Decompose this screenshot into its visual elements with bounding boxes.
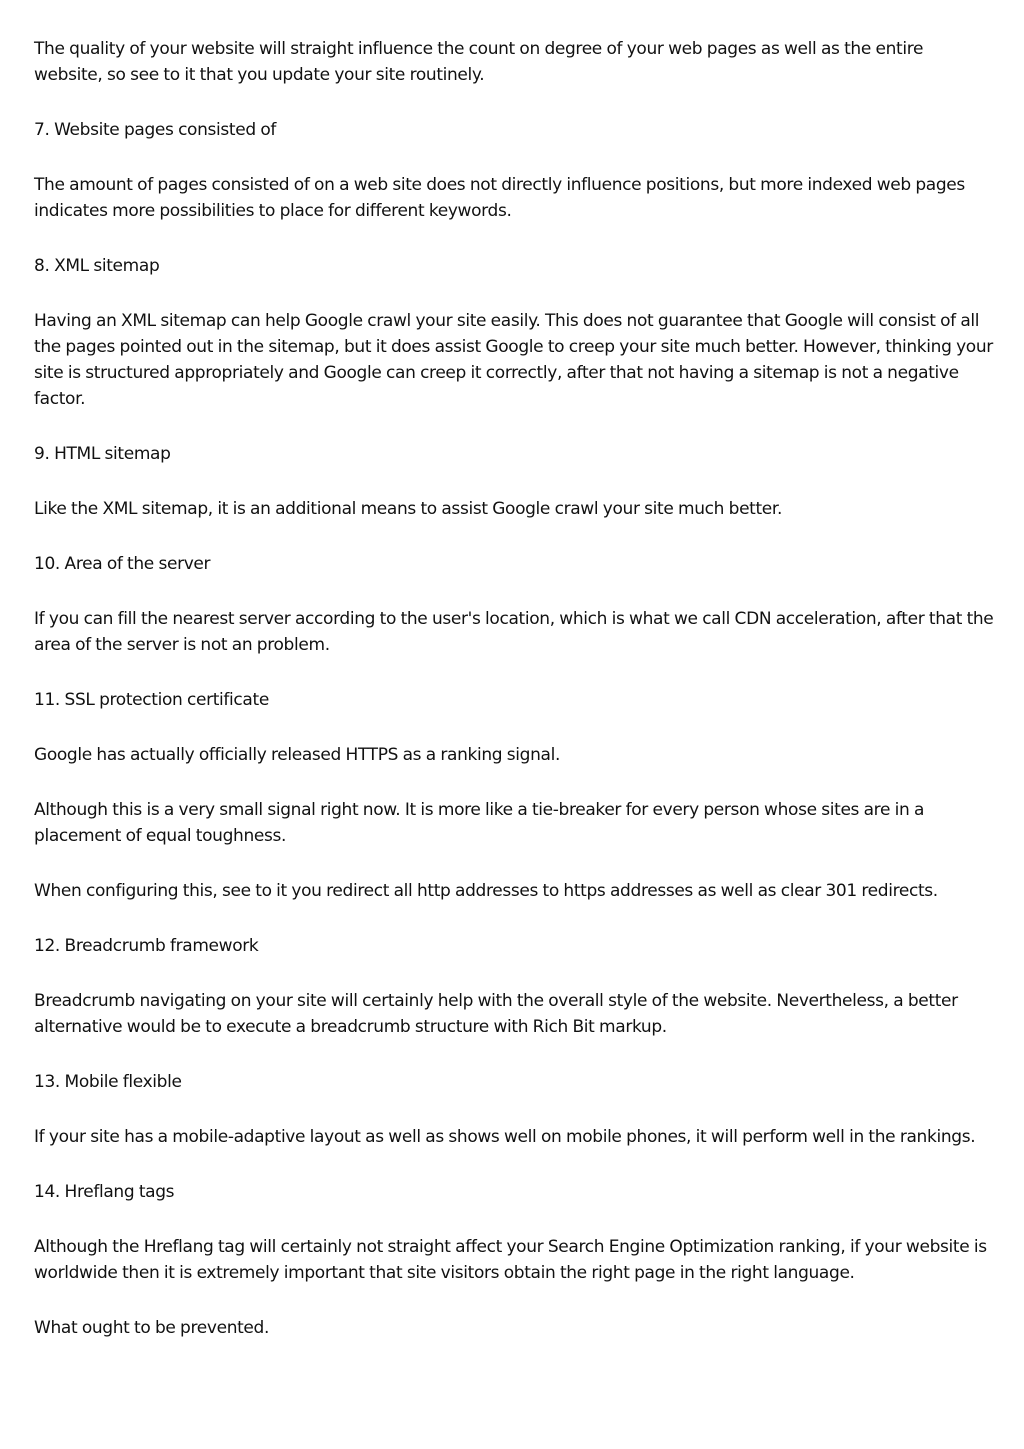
heading-mobile: 13. Mobile flexible	[34, 1072, 182, 1092]
paragraph-server-area: If you can fill the nearest server according to the user's location, which is what we call CDN acceleration, after that the area of the server is not an problem.	[34, 609, 994, 655]
paragraph-breadcrumb: Breadcrumb navigating on your site will certainly help with the overall style of the website. Nevertheless, a better alternative would be to execute a breadcrumb structure with Rich Bit markup.	[34, 991, 958, 1037]
paragraph-website-pages: The amount of pages consisted of on a web site does not directly influence positions, but more indexed web pages indicates more possibilities to place for different keywords.	[34, 175, 965, 221]
heading-breadcrumb: 12. Breadcrumb framework	[34, 936, 259, 956]
paragraph-hreflang: Although the Hreflang tag will certainly not straight affect your Search Engine Optimization ranking, if your website is worldwide then it is extremely important that site visitors obtain the right page in the right language.	[34, 1237, 987, 1283]
document-page	[34, 36, 994, 1370]
paragraph-xml-sitemap: Having an XML sitemap can help Google crawl your site easily. This does not guarantee that Google will consist of all the pages pointed out in the sitemap, but it does assist Google to creep your site much better. However, thinking your site is structured appropriately and Google can creep it correctly, after that not having a sitemap is not a negative factor.	[34, 311, 993, 409]
paragraph-mobile: If your site has a mobile-adaptive layout as well as shows well on mobile phones, it will perform well in the rankings.	[34, 1127, 976, 1147]
paragraph-site-quality: The quality of your website will straight influence the count on degree of your web pages as well as the entire website, so see to it that you update your site routinely.	[34, 39, 924, 85]
paragraph-redirects: When configuring this, see to it you redirect all http addresses to https addresses as well as clear 301 redirects.	[34, 881, 938, 901]
heading-ssl-certificate: 11. SSL protection certificate	[34, 690, 269, 710]
paragraph-avoid: What ought to be prevented.	[34, 1318, 270, 1338]
paragraph-tie-breaker: Although this is a very small signal right now. It is more like a tie-breaker for every person whose sites are in a placement of equal toughness.	[34, 800, 925, 846]
heading-hreflang: 14. Hreflang tags	[34, 1182, 175, 1202]
heading-xml-sitemap: 8. XML sitemap	[34, 256, 160, 276]
heading-server-area: 10. Area of the server	[34, 554, 211, 574]
heading-html-sitemap: 9. HTML sitemap	[34, 444, 171, 464]
paragraph-https-signal: Google has actually officially released HTTPS as a ranking signal.	[34, 745, 561, 765]
paragraph-html-sitemap: Like the XML sitemap, it is an additional means to assist Google crawl your site much better.	[34, 499, 783, 519]
heading-website-pages: 7. Website pages consisted of	[34, 120, 277, 140]
